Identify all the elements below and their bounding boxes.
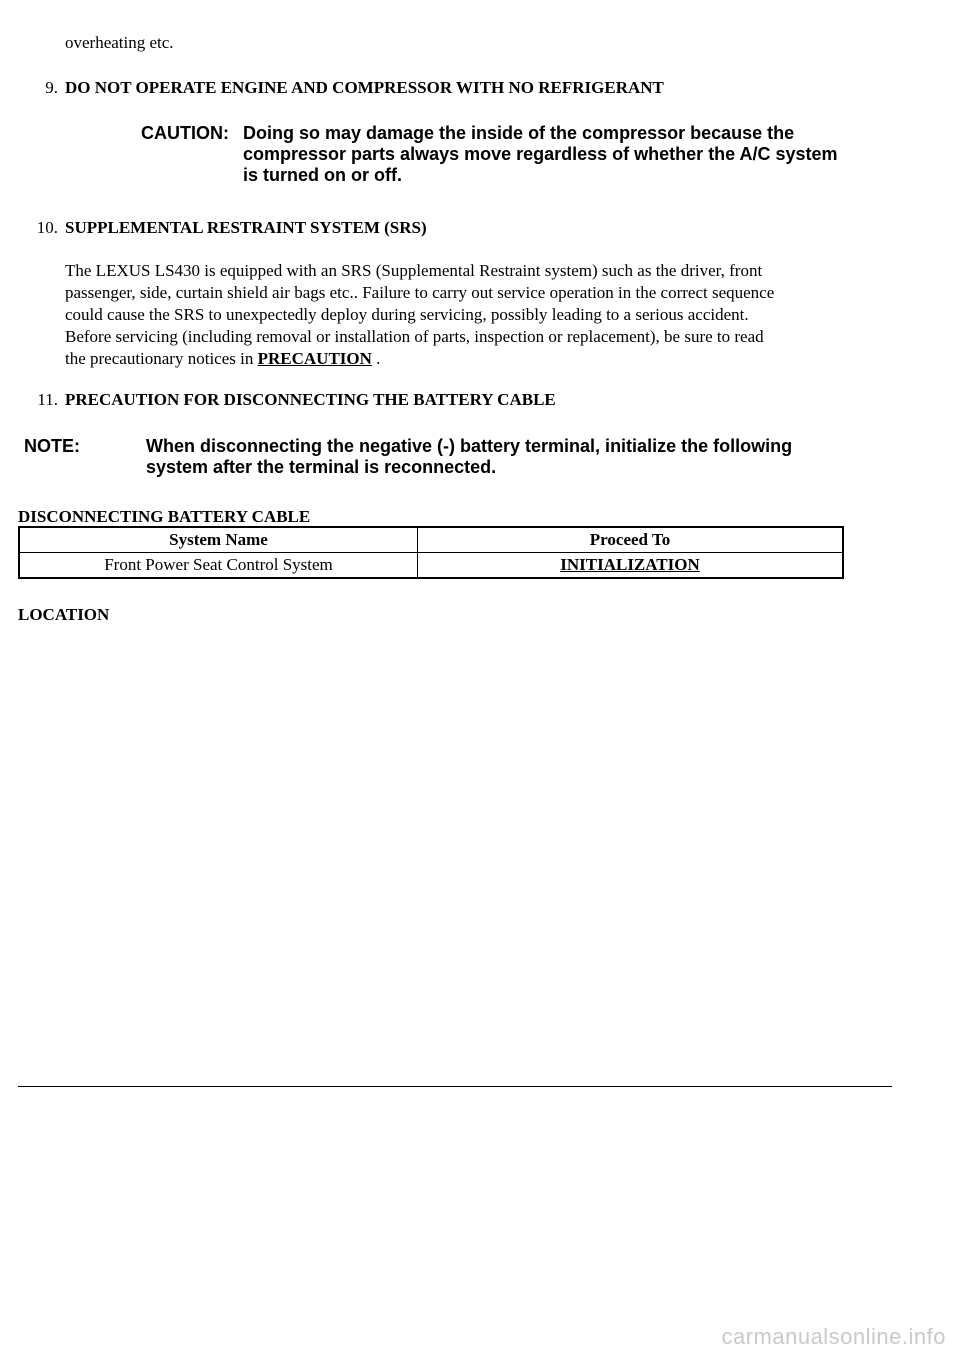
caution-label: CAUTION:: [141, 123, 229, 143]
srs-last-line-suffix: .: [371, 349, 381, 368]
srs-paragraph-line: could cause the SRS to unexpectedly deploy during servicing, possibly leading to a serious accident.: [65, 305, 749, 324]
intro-fragment: overheating etc.: [65, 33, 174, 52]
srs-paragraph-line: The LEXUS LS430 is equipped with an SRS (Supplemental Restraint system) such as the driver, front: [65, 261, 763, 280]
horizontal-rule: [18, 1086, 892, 1087]
note-text: [146, 436, 886, 478]
table-caption: DISCONNECTING BATTERY CABLE: [18, 507, 311, 526]
section-9-title: DO NOT OPERATE ENGINE AND COMPRESSOR WITH NO REFRIGERANT: [65, 78, 664, 97]
caution-line: is turned on or off.: [243, 165, 402, 185]
precaution-link[interactable]: PRECAUTION: [257, 349, 372, 368]
site-watermark: carmanualsonline.info: [721, 1324, 946, 1349]
note-label: NOTE:: [24, 436, 80, 456]
section-10-number: 10.: [36, 218, 58, 237]
section-9-number: 9.: [45, 78, 58, 97]
battery-cable-table: [18, 526, 844, 579]
location-heading: LOCATION: [18, 605, 110, 624]
srs-paragraph: [65, 260, 885, 370]
srs-paragraph-last-line: [65, 348, 885, 370]
section-11-number: 11.: [37, 390, 58, 409]
section-10-title: SUPPLEMENTAL RESTRAINT SYSTEM (SRS): [65, 218, 427, 237]
column-header-proceed-to: Proceed To: [418, 527, 844, 553]
note-line: When disconnecting the negative (-) battery terminal, initialize the following: [146, 436, 793, 456]
table-header-row: [19, 527, 843, 553]
cell-system-name: Front Power Seat Control System: [19, 553, 418, 579]
section-11-title: PRECAUTION FOR DISCONNECTING THE BATTERY CABLE: [65, 390, 556, 409]
column-header-system-name: System Name: [19, 527, 418, 553]
srs-paragraph-line: Before servicing (including removal or installation of parts, inspection or replacement), be sure to read: [65, 327, 764, 346]
caution-line: compressor parts always move regardless of whether the A/C system: [243, 144, 838, 164]
cell-proceed-to: [418, 553, 844, 579]
caution-line: Doing so may damage the inside of the compressor because the: [243, 123, 795, 143]
note-line: system after the terminal is reconnected.: [146, 457, 497, 477]
table-row: [19, 553, 843, 579]
srs-last-line-prefix: the precautionary notices in: [65, 349, 258, 368]
initialization-link[interactable]: INITIALIZATION: [560, 555, 700, 574]
caution-text: [243, 123, 960, 186]
srs-paragraph-line: passenger, side, curtain shield air bags etc.. Failure to carry out service operation in the correct sequence: [65, 283, 775, 302]
